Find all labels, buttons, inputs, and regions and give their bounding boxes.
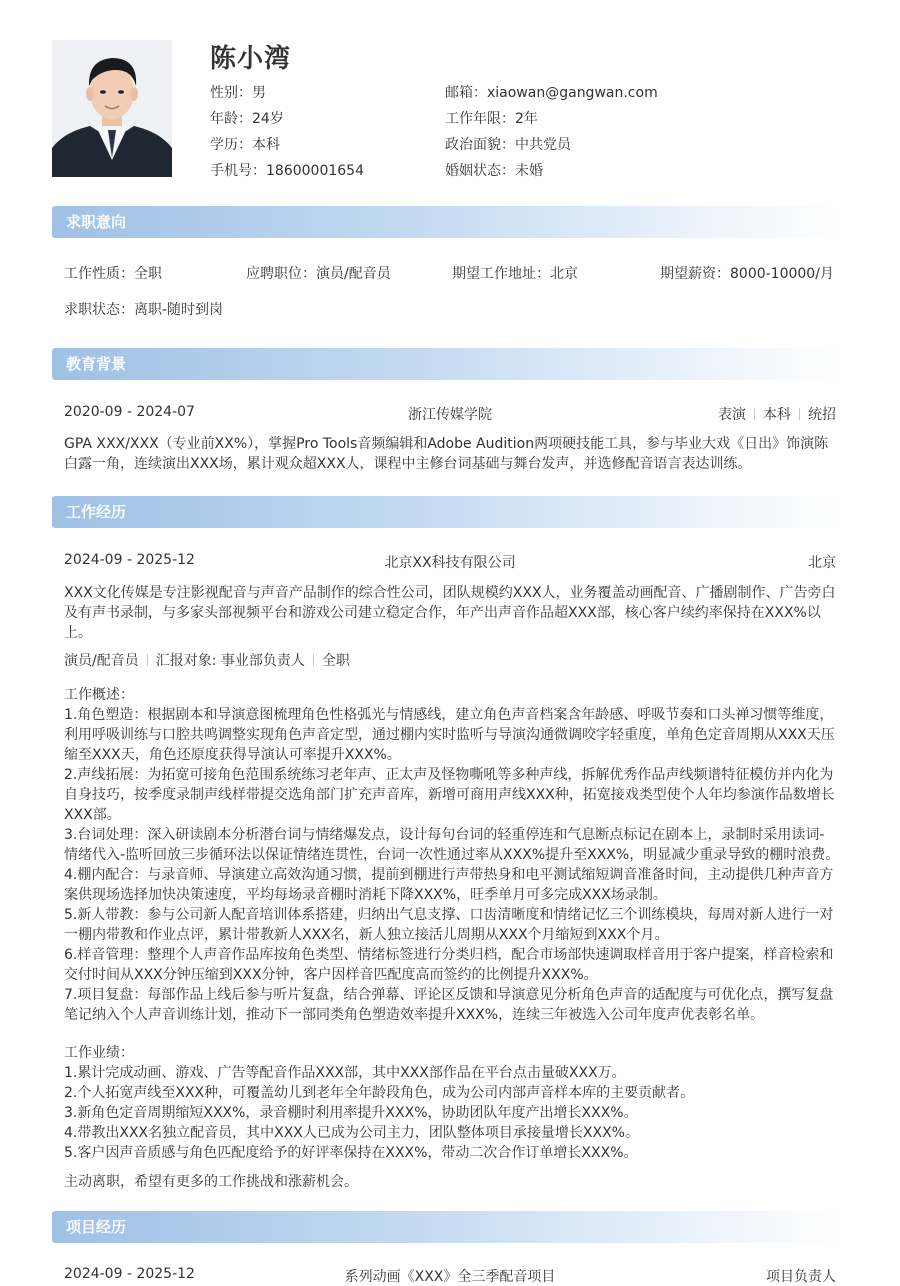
text-line: 3.新角色定音周期缩短XXX%，录音棚时利用率提升XXX%，协助团队年度产出增长XXX%。 [64,1105,638,1121]
text-line: 白露一角，连续演出XXX场，累计观众超XXX人，课程中主修台词基础与舞台发声，并选修配音语言表达训练。 [64,456,752,472]
work-report-to: 汇报对象: 事业部负责人 [155,653,305,669]
divider [313,654,314,666]
text-line: 3.台词处理：深入研读剧本分析潜台词与情绪爆发点，设计每句台词的轻重停连和气息断点标记在剧本上，录制时采用读词- [64,827,825,843]
intent-salary [660,263,834,283]
intent-position-value: 演员/配音员 [316,266,391,282]
text-line: 5.客户因声音质感与角色匹配度给予的好评率保持在XXX%，带动二次合作订单增长XXX%。 [64,1145,638,1161]
info-marital [445,161,543,181]
info-value: 24岁 [252,111,284,127]
education-date: 2020-09 - 2024-07 [64,404,195,420]
work-tags [64,650,350,670]
info-work-years [445,109,538,129]
education-degree: 本科 [763,407,791,423]
info-gender [210,83,266,103]
intent-type-value: 全职 [134,266,162,282]
work-results [64,1043,836,1163]
text-line: 自身技巧，按季度录制声线样带提交选角部门扩充声音库，新增可商用声线XXX种，拓宽接戏类型使个人年均参演作品数增长 [64,787,835,803]
text-line: 6.样音管理：整理个人声音作品库按角色类型、情绪标签进行分类归档，配合市场部快速调取样音用于客户提案，样音检索和 [64,947,834,963]
text-line: 缩至XXX天，角色还原度获得导演认可率提升XXX%。 [64,747,401,763]
text-line: 4.棚内配合：与录音师、导演建立高效沟通习惯，提前到棚进行声带热身和电平测试缩短调音准备时间，主动提供几种声音方 [64,867,834,883]
intent-status-value: 离职-随时到岗 [134,302,224,318]
info-label: 工作年限： [445,111,515,127]
divider [799,408,800,420]
text-line: 7.项目复盘：每部作品上线后参与听片复盘，结合弹幕、评论区反馈和导演意见分析角色声音的适配度与可优化点，撰写复盘 [64,987,834,1003]
intent-type-label: 工作性质： [64,266,134,282]
info-value: 中共党员 [515,137,571,153]
education-description [64,434,836,474]
text-line: 上。 [64,625,92,641]
text-line: 4.带教出XXX名独立配音员，其中XXX人已成为公司主力，团队整体项目承接量增长XXX%。 [64,1125,639,1141]
intent-status [64,299,223,319]
info-label: 手机号： [210,163,266,179]
info-label: 学历： [210,137,252,153]
info-email [445,83,658,103]
education-tags [718,404,836,424]
work-details [64,685,840,1025]
info-label: 政治面貌： [445,137,515,153]
work-company: 北京XX科技有限公司 [384,555,516,571]
info-age [210,109,284,129]
info-education [210,135,280,155]
divider [147,654,148,666]
section-title: 教育背景 [66,355,127,373]
section-header-education [52,348,840,380]
intent-salary-value: 8000-10000/月 [730,266,834,282]
text-line: 及有声书录制，与多家头部视频平台和游戏公司建立稳定合作，年产出声音作品超XXX部，核心客户续约率保持在XXX%以 [64,605,821,621]
section-title: 工作经历 [66,503,127,521]
intent-location [452,263,578,283]
education-enrollment: 统招 [808,407,836,423]
info-value: xiaowan@gangwan.com [487,85,658,101]
intent-position [246,263,391,283]
text-line: 工作业绩： [64,1045,134,1061]
candidate-name: 陈小湾 [210,44,292,74]
intent-location-value: 北京 [550,266,578,282]
info-political [445,135,571,155]
text-line: 情绪代入-监听回放三步循环法以保证情绪连贯性，台词一次性通过率从XXX%提升至XXX%，明显减少重录导致的棚时浪费。 [64,847,840,863]
text-line: 1.角色塑造：根据剧本和导演意图梳理角色性格弧光与情感线，建立角色声音档案含年龄感、呼吸节奏和口头禅习惯等维度， [64,707,834,723]
intent-salary-label: 期望薪资： [660,266,730,282]
intent-location-label: 期望工作地址： [452,266,550,282]
info-value: 未婚 [515,163,543,179]
divider [754,408,755,420]
education-school: 浙江传媒学院 [408,407,492,423]
profile-photo [52,40,172,177]
info-value: 本科 [252,137,280,153]
info-value: 男 [252,85,266,101]
section-header-project [52,1211,840,1243]
text-line: 交付时间从XXX分钟压缩到XXX分钟，客户因样音匹配度高而签约的比例提升XXX%。 [64,967,598,983]
text-line: 一棚内带教和作业点评，累计带教新人XXX名，新人独立接活儿周期从XXX个月缩短到XXX个月。 [64,927,669,943]
education-major: 表演 [718,407,746,423]
text-line: 1.累计完成动画、游戏、广告等配音作品XXX部，其中XXX部作品在平台点击量破XXX万。 [64,1065,626,1081]
project-name: 系列动画《XXX》全三季配音项目 [344,1269,556,1285]
work-company-intro [64,583,836,643]
info-label: 年龄： [210,111,252,127]
info-label: 性别： [210,85,252,101]
work-role: 演员/配音员 [64,653,139,669]
work-date: 2024-09 - 2025-12 [64,552,195,568]
text-line: 工作概述： [64,687,134,703]
section-title: 项目经历 [66,1218,127,1236]
portrait-image [52,40,172,177]
project-date: 2024-09 - 2025-12 [64,1266,195,1282]
project-role: 项目负责人 [766,1269,836,1285]
text-line: XXX文化传媒是专注影视配音与声音产品制作的综合性公司，团队规模约XXX人，业务覆盖动画配音、广播剧制作、广告旁白 [64,585,836,601]
info-value: 18600001654 [266,163,364,179]
text-line: 5.新人带教：参与公司新人配音培训体系搭建，归纳出气息支撑、口齿清晰度和情绪记忆三个训练模块，每周对新人进行一对 [64,907,834,923]
work-leave-reason: 主动离职，希望有更多的工作挑战和涨薪机会。 [64,1174,358,1190]
info-value: 2年 [515,111,538,127]
text-line: 2.声线拓展：为拓宽可接角色范围系统练习老年声、正太声及怪物嘶吼等多种声线，拆解优秀作品声线频谱特征模仿并内化为 [64,767,834,783]
text-line: 利用呼吸训练与口腔共鸣调整实现角色声音定型，通过棚内实时监听与导演沟通微调咬字轻重度，单角色定音周期从XXX天压 [64,727,835,743]
intent-type [64,263,162,283]
work-type: 全职 [321,653,350,669]
section-header-work [52,496,840,528]
intent-status-label: 求职状态： [64,302,134,318]
text-line: GPA XXX/XXX（专业前XX%），掌握Pro Tools音频编辑和Adobe Audition两项硬技能工具，参与毕业大戏《日出》饰演陈 [64,436,829,452]
text-line: XXX部。 [64,807,121,823]
section-header-intent [52,206,840,238]
section-title: 求职意向 [66,213,127,231]
work-city: 北京 [808,555,836,571]
info-label: 邮箱： [445,85,487,101]
text-line: 笔记纳入个人声音训练计划，推动下一部同类角色塑造效率提升XXX%，连续三年被选入公司年度声优表彰名单。 [64,1007,765,1023]
text-line: 2.个人拓宽声线至XXX种，可覆盖幼儿到老年全年龄段角色，成为公司内部声音样本库的主要贡献者。 [64,1085,695,1101]
info-label: 婚姻状态： [445,163,515,179]
text-line: 案供现场选择加快决策速度，平均每场录音棚时消耗下降XXX%，旺季单月可多完成XXX场录制。 [64,887,667,903]
intent-position-label: 应聘职位： [246,266,316,282]
info-phone [210,161,364,181]
